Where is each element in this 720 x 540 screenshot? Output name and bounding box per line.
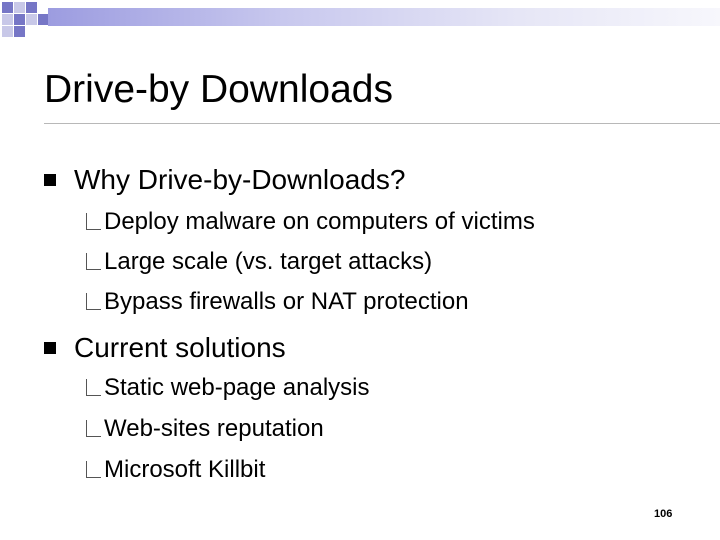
title-divider [44,123,720,124]
list-item-text: Web-sites reputation [104,415,324,442]
hollow-box-bullet-icon [86,293,101,310]
hollow-box-bullet-icon [86,253,101,270]
section-heading-text: Why Drive-by-Downloads? [74,164,406,195]
header-gradient-band [48,8,720,26]
section-heading-text: Current solutions [74,332,286,363]
square-bullet-icon [44,342,56,354]
list-item-text: Bypass firewalls or NAT protection [104,288,469,315]
slide-title: Drive-by Downloads [44,68,393,111]
list-item-text: Microsoft Killbit [104,456,266,483]
square-bullet-icon [44,174,56,186]
list-item-text: Large scale (vs. target attacks) [104,248,433,275]
hollow-box-bullet-icon [86,420,101,437]
hollow-box-bullet-icon [86,461,101,478]
list-item-text: Deploy malware on computers of victims [104,208,535,235]
hollow-box-bullet-icon [86,379,101,396]
page-number: 106 [654,508,673,520]
list-item-text: Static web-page analysis [104,374,370,401]
hollow-box-bullet-icon [86,213,101,230]
